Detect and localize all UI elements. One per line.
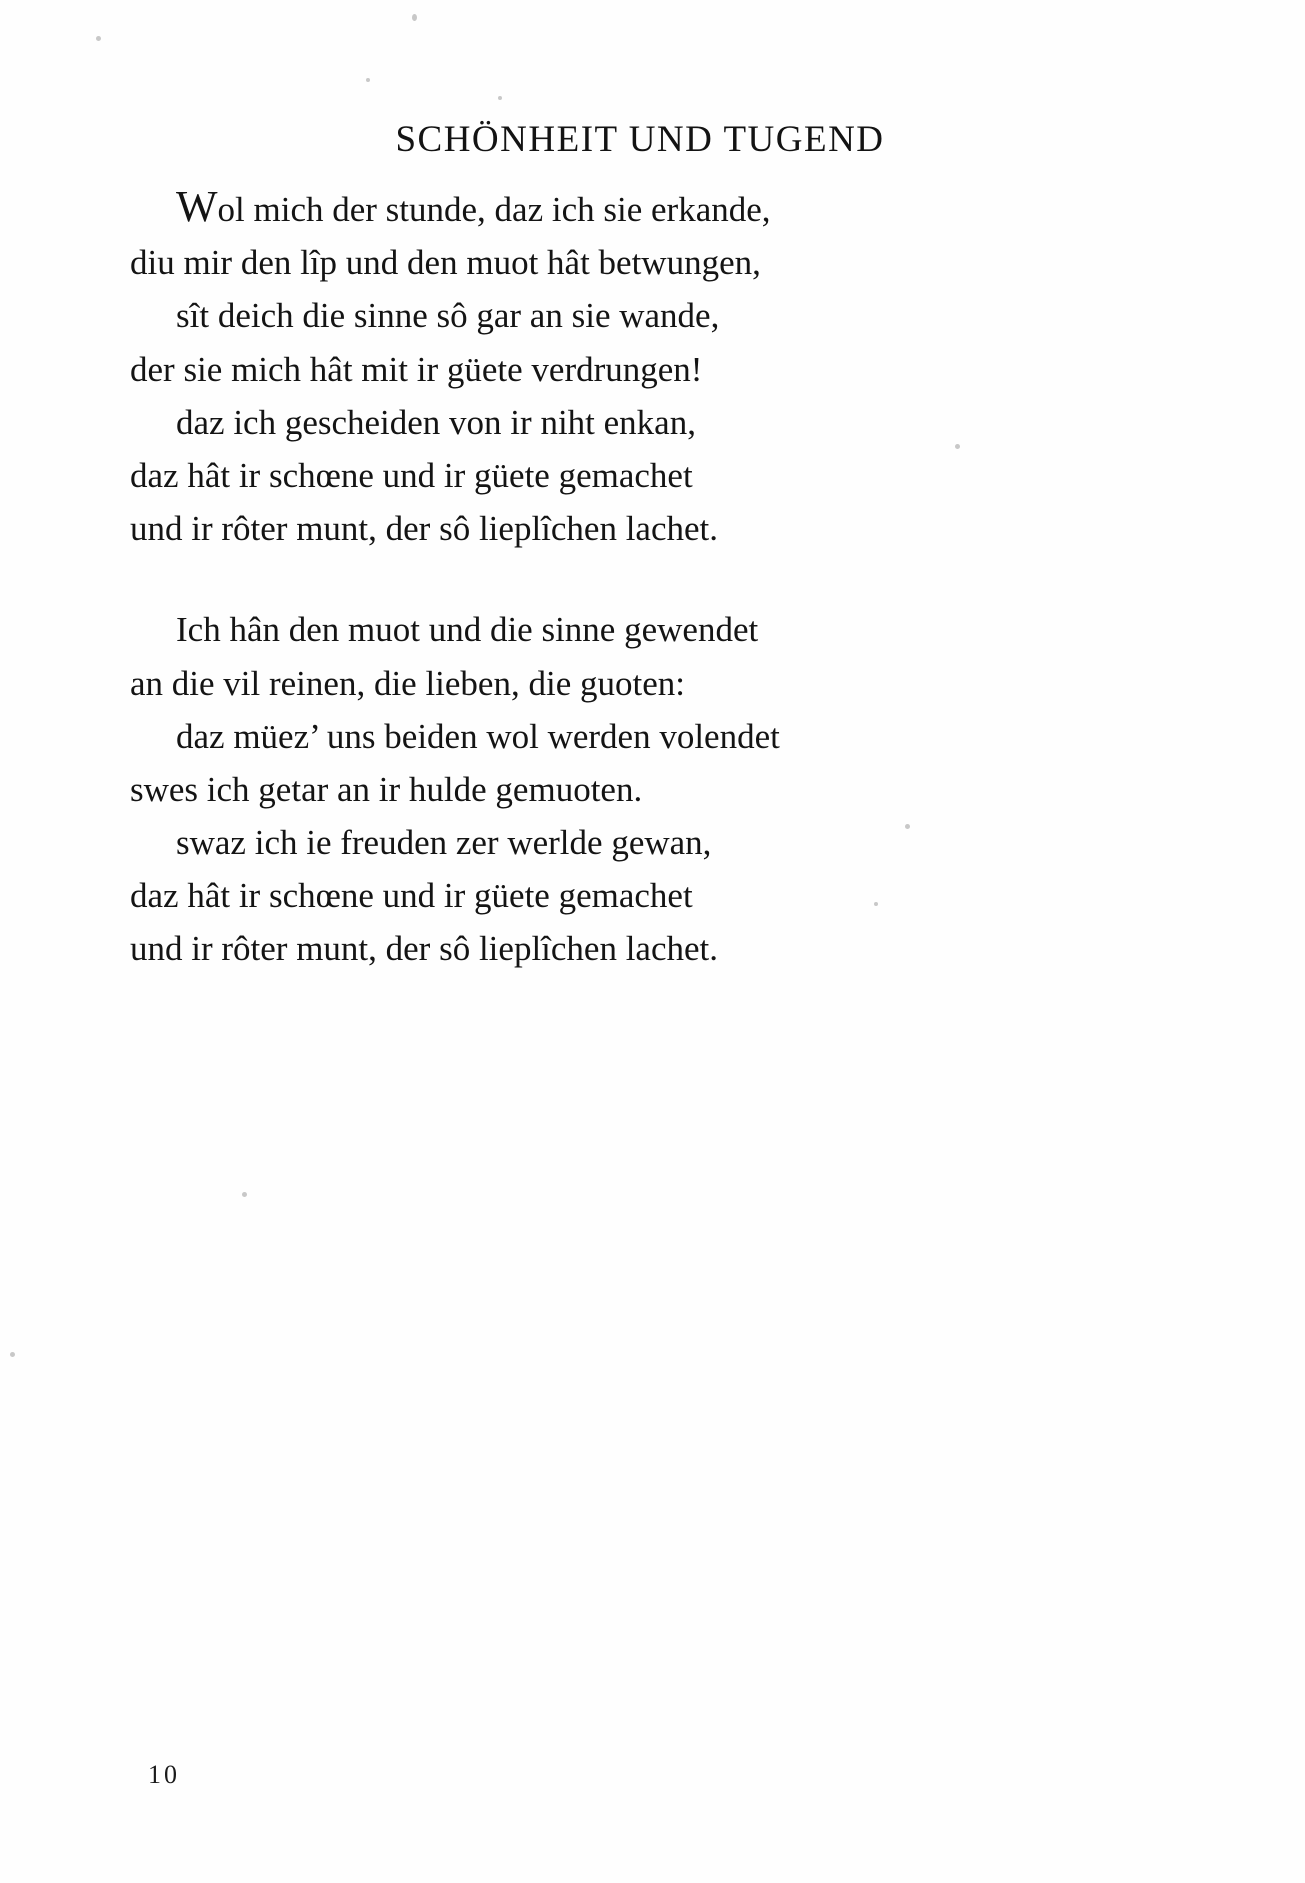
scan-speck <box>10 1352 15 1357</box>
scan-speck <box>498 96 502 100</box>
verse-line: daz ich gescheiden von ir niht enkan, <box>176 402 696 442</box>
scan-speck <box>412 14 417 21</box>
verse-line: und ir rôter munt, der sô lieplîchen lachet. <box>130 509 719 549</box>
drop-cap: W <box>176 182 218 231</box>
verse-line: diu mir den lîp und den muot hât betwungen, <box>130 243 761 283</box>
page-title: SCHÖNHEIT UND TUGEND <box>395 119 885 160</box>
verse-line: swaz ich ie freuden zer werlde gewan, <box>176 823 712 863</box>
poem-body <box>130 118 1180 1024</box>
verse-line: sît deich die sinne sô gar an sie wande, <box>176 296 720 336</box>
verse-line: daz hât ir schœne und ir güete gemachet <box>130 455 693 495</box>
verse-line: der sie mich hât mit ir güete verdrungen! <box>130 349 703 389</box>
verse-line-text: ol mich der stunde, daz ich sie erkande, <box>217 190 771 229</box>
verse-line: swes ich getar an ir hulde gemuoten. <box>130 769 643 809</box>
verse-line: daz hât ir schœne und ir güete gemachet <box>130 876 693 916</box>
verse-line: an die vil reinen, die lieben, die guoten: <box>130 663 685 703</box>
verse-line: daz müez’ uns beiden wol werden volendet <box>176 716 780 756</box>
stanza-2 <box>130 603 1180 975</box>
page-number: 10 <box>148 1760 180 1789</box>
verse-line: Ich hân den muot und die sinne gewendet <box>176 610 759 650</box>
verse-line: und ir rôter munt, der sô lieplîchen lachet. <box>130 929 719 969</box>
stanza-1 <box>130 183 1180 555</box>
verse-line <box>130 183 1180 236</box>
scan-speck <box>366 78 370 82</box>
scan-speck <box>242 1192 247 1197</box>
scan-speck <box>96 36 101 41</box>
